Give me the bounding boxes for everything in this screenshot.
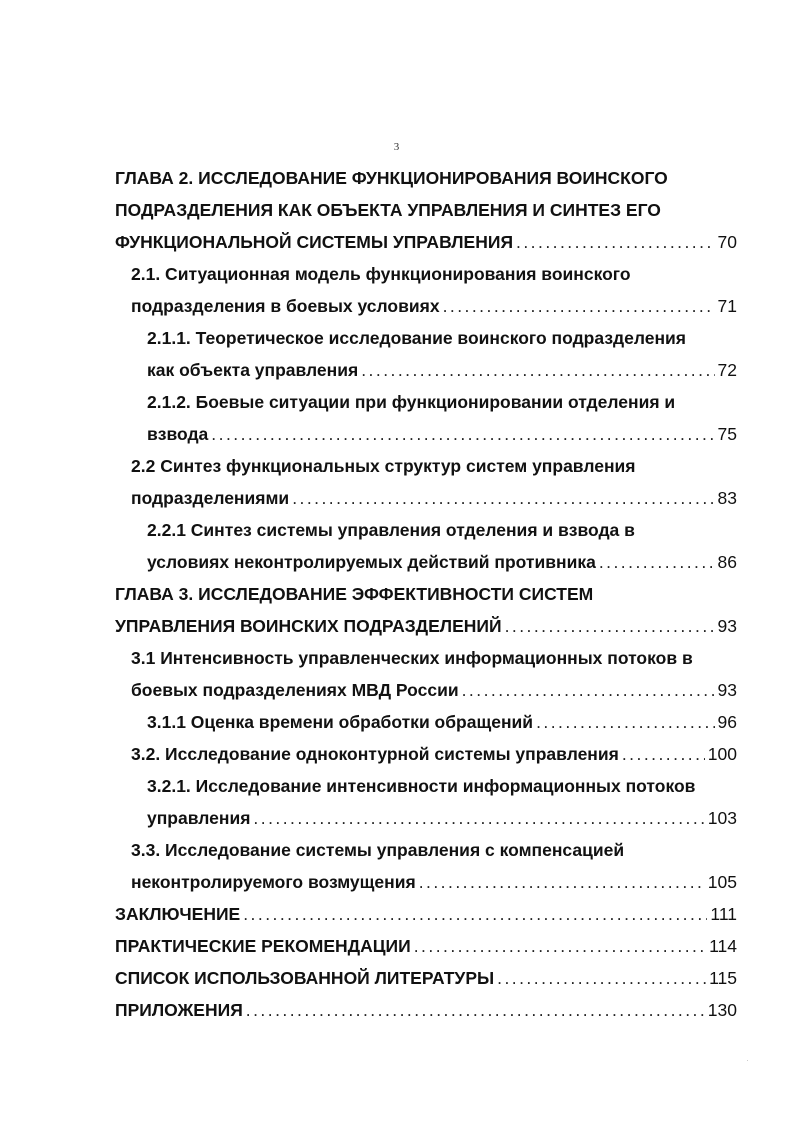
toc-entry-line[interactable] xyxy=(147,324,686,352)
toc-page-number: 114 xyxy=(709,936,737,956)
dot-leader xyxy=(419,868,705,896)
toc-entry-line[interactable] xyxy=(115,580,593,608)
toc-entry-title: ПРИЛОЖЕНИЯ xyxy=(115,1000,243,1020)
toc-page-number: 115 xyxy=(709,968,737,988)
scan-artifact xyxy=(747,1060,748,1061)
toc-entry-title: 2.1. Ситуационная модель функционирования воинского xyxy=(131,264,631,284)
toc-entry-last-line[interactable] xyxy=(147,804,737,832)
toc-entry-title: 2.1.1. Теоретическое исследование воинского подразделения xyxy=(147,328,687,348)
toc-entry-title: боевых подразделениях МВД России xyxy=(131,680,459,700)
toc-page-number: 70 xyxy=(717,232,737,252)
dot-leader xyxy=(536,708,714,736)
dot-leader xyxy=(443,292,715,320)
toc-entry-last-line[interactable] xyxy=(115,964,737,992)
toc-page-number: 103 xyxy=(707,808,737,828)
toc-page-number: 111 xyxy=(710,904,737,924)
toc-entry-title: 2.1.2. Боевые ситуации при функционировании отделения и xyxy=(147,392,676,412)
toc-entry-title: ГЛАВА 2. ИССЛЕДОВАНИЕ ФУНКЦИОНИРОВАНИЯ ВОИНСКОГО xyxy=(115,168,668,188)
toc-entry-title: 3.1.1 Оценка времени обработки обращений xyxy=(147,712,534,732)
toc-entry-title: УПРАВЛЕНИЯ ВОИНСКИХ ПОДРАЗДЕЛЕНИЙ xyxy=(115,616,502,636)
dot-leader xyxy=(292,484,714,512)
toc-entry-line[interactable] xyxy=(147,772,695,800)
toc-entry-title: СПИСОК ИСПОЛЬЗОВАННОЙ ЛИТЕРАТУРЫ xyxy=(115,968,495,988)
toc-entry-last-line[interactable] xyxy=(131,868,737,896)
toc-entry-title: 2.2 Синтез функциональных структур систем управления xyxy=(131,456,636,476)
toc-page-number: 100 xyxy=(707,744,737,764)
toc-page-number: 86 xyxy=(717,552,737,572)
toc-entry-title: ЗАКЛЮЧЕНИЕ xyxy=(115,904,241,924)
toc-entry-last-line[interactable] xyxy=(147,420,737,448)
toc-entry-line[interactable] xyxy=(115,164,668,192)
toc-entry-last-line[interactable] xyxy=(115,228,737,256)
dot-leader xyxy=(243,900,707,928)
toc-page-number: 75 xyxy=(717,424,737,444)
toc-page-number: 83 xyxy=(717,488,737,508)
dot-leader xyxy=(462,676,715,704)
toc-page-number: 71 xyxy=(717,296,737,316)
toc-page-number: 130 xyxy=(707,1000,737,1020)
dot-leader xyxy=(505,612,715,640)
toc-entry-last-line[interactable] xyxy=(131,676,737,704)
dot-leader xyxy=(246,996,705,1024)
toc-entry-line[interactable] xyxy=(147,516,635,544)
toc-page-number: 93 xyxy=(717,680,737,700)
toc-page-number: 105 xyxy=(707,872,737,892)
toc-entry-title: ФУНКЦИОНАЛЬНОЙ СИСТЕМЫ УПРАВЛЕНИЯ xyxy=(115,232,514,252)
toc-entry-title: 3.1 Интенсивность управленческих информационных потоков в xyxy=(131,648,693,668)
toc-entry-last-line[interactable] xyxy=(131,484,737,512)
dot-leader xyxy=(211,420,714,448)
toc-entry-line[interactable] xyxy=(147,388,675,416)
dot-leader xyxy=(497,964,706,992)
dot-leader xyxy=(599,548,715,576)
toc-entry-title: подразделениями xyxy=(131,488,290,508)
toc-entry-title: ПОДРАЗДЕЛЕНИЯ КАК ОБЪЕКТА УПРАВЛЕНИЯ И СИНТЕЗ ЕГО xyxy=(115,200,661,220)
toc-page-number: 96 xyxy=(717,712,737,732)
toc-entry-last-line[interactable] xyxy=(115,612,737,640)
toc-page-number: 72 xyxy=(717,360,737,380)
toc-entry-line[interactable] xyxy=(131,836,624,864)
toc-entry-title: взвода xyxy=(147,424,209,444)
toc-entry-title: ПРАКТИЧЕСКИЕ РЕКОМЕНДАЦИИ xyxy=(115,936,411,956)
toc-entry-title: подразделения в боевых условиях xyxy=(131,296,440,316)
toc-entry-title: 3.2. Исследование одноконтурной системы управления xyxy=(131,744,619,764)
toc-entry-title: 3.3. Исследование системы управления с компенсацией xyxy=(131,840,625,860)
dot-leader xyxy=(361,356,714,384)
toc-entry-last-line[interactable] xyxy=(115,932,737,960)
toc-entry-line[interactable] xyxy=(131,644,693,672)
toc-entry-line[interactable] xyxy=(131,452,635,480)
page-number: 3 xyxy=(393,141,400,153)
toc-entry-last-line[interactable] xyxy=(147,548,737,576)
toc-page-number: 93 xyxy=(717,616,737,636)
toc-entry-title: 3.2.1. Исследование интенсивности информационных потоков xyxy=(147,776,696,796)
toc-entry-title: как объекта управления xyxy=(147,360,359,380)
dot-leader xyxy=(516,228,715,256)
dot-leader xyxy=(622,740,705,768)
toc-entry-last-line[interactable] xyxy=(131,292,737,320)
toc-entry-last-line[interactable] xyxy=(147,708,737,736)
toc-entry-last-line[interactable] xyxy=(131,740,737,768)
toc-entry-last-line[interactable] xyxy=(115,996,737,1024)
dot-leader xyxy=(414,932,706,960)
toc-entry-last-line[interactable] xyxy=(115,900,737,928)
toc-entry-title: 2.2.1 Синтез системы управления отделения и взвода в xyxy=(147,520,635,540)
toc-entry-line[interactable] xyxy=(131,260,631,288)
toc-entry-title: условиях неконтролируемых действий противника xyxy=(147,552,596,572)
toc-entry-title: управления xyxy=(147,808,251,828)
dot-leader xyxy=(253,804,704,832)
toc-entry-last-line[interactable] xyxy=(147,356,737,384)
toc-entry-title: неконтролируемого возмущения xyxy=(131,872,416,892)
toc-entry-line[interactable] xyxy=(115,196,661,224)
toc-entry-title: ГЛАВА 3. ИССЛЕДОВАНИЕ ЭФФЕКТИВНОСТИ СИСТЕМ xyxy=(115,584,594,604)
